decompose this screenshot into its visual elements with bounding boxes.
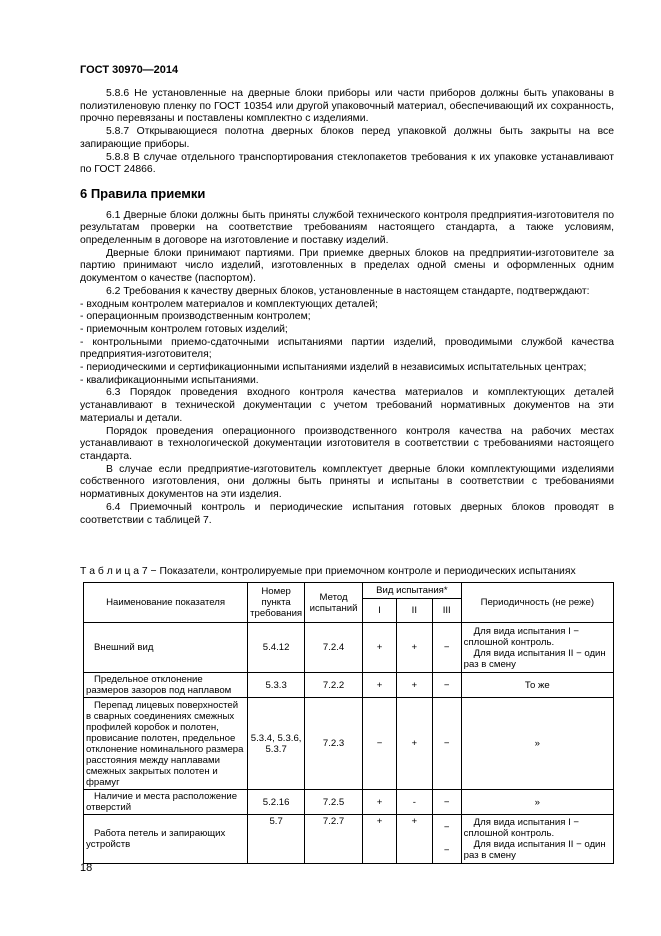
list-item: - входным контролем материалов и комплектующих деталей; (80, 298, 378, 310)
cell-t3: − (432, 698, 461, 790)
cell-clause: 5.3.3 (248, 673, 305, 698)
cell-period: » (461, 698, 613, 790)
table-caption: Т а б л и ц а 7 − Показатели, контролируемые при приемочном контроле и периодических испытаниях (80, 566, 576, 577)
cell-name: Внешний вид (94, 642, 154, 653)
header-test-type: Вид испытания* (363, 583, 462, 599)
paragraph: 5.8.8 В случае отдельного транспортирования стеклопакетов требования к их упаковке устанавливают по ГОСТ 24866. (80, 151, 614, 176)
list-item: - операционным производственным контролем; (80, 311, 311, 323)
paragraph: 6.2 Требования к качеству дверных блоков, установленные в настоящем стандарте, подтверждают: (106, 285, 590, 297)
header-name: Наименование показателя (84, 583, 248, 623)
list-item: - периодическими и сертификационными испытаниями изделий в независимых испытательных центрах; (80, 362, 587, 374)
paragraph: 6.4 Приемочный контроль и периодические испытания готовых дверных блоков проводят в соответствии с таблицей 7. (80, 501, 614, 526)
paragraph: 6.1 Дверные блоки должны быть приняты службой технического контроля предприятия-изготовителя по результатам проверки на соответствие требованиям настоящего стандарта, а также условиям, определенным в договоре на изготовление и поставку изделий. (80, 209, 614, 247)
table-row (84, 623, 614, 673)
paragraph: 5.8.6 Не установленные на дверные блоки приборы или части приборов должны быть упакованы в полиэтиленовую пленку по ГОСТ 10354 или другой упаковочный материал, обеспечивающий их сохранность, прочно перевязаны и поставлены комплектно с изделиями. (80, 88, 614, 125)
list-item: - квалификационными испытаниями. (80, 374, 259, 386)
list-item: - приемочным контролем готовых изделий; (80, 323, 288, 335)
list-item: - контрольными приемо-сдаточными испытаниями партии изделий, проводимыми службой качества предприятия-изготовителя; (80, 336, 614, 361)
cell-period: Для вида испытания I − сплошной контроль. (463, 625, 580, 648)
cell-period: Для вида испытания I − сплошной контроль. (463, 817, 580, 839)
section-title: 6 Правила приемки (80, 185, 206, 201)
table-row (84, 698, 614, 790)
cell-name: Работа петель и запирающих устройств (84, 815, 248, 864)
cell-name: Перепад лицевых поверхностей в сварных соединениях смежных профилей коробок и полотен, провисание полотен, предельное отклонение номинального размера расстояния между наплавами смежных закрытых полотен и фрамуг (84, 698, 248, 790)
table-row (84, 815, 614, 864)
document-header: ГОСТ 30970—2014 (80, 64, 179, 76)
cell-clause: 5.7 (248, 815, 305, 864)
cell-t3: − (432, 623, 461, 673)
table-7 (83, 582, 614, 864)
paragraph: В случае если предприятие-изготовитель комплектует дверные блоки комплектующими изделиями собственного изготовления, они должны быть приняты и испытаны в соответствии с требованиями нормативных документов на эти изделия. (80, 463, 614, 501)
paragraph: Порядок проведения операционного производственного контроля качества на рабочих местах устанавливают в технологической документации изготовителя в соответствии с требованиями настоящего стандарта. (80, 425, 614, 462)
cell-t2: + (396, 698, 432, 790)
cell-t3: − (432, 673, 461, 698)
cell-clause: 5.2.16 (248, 790, 305, 815)
cell-t2: + (396, 673, 432, 698)
cell-t1: + (363, 815, 397, 864)
table-row (84, 790, 614, 815)
cell-t3: − (443, 822, 450, 833)
cell-clause: 5.3.4, 5.3.6, 5.3.7 (248, 698, 305, 790)
page-number: 18 (80, 862, 93, 874)
cell-method: 7.2.5 (305, 790, 363, 815)
cell-t1: + (363, 790, 397, 815)
header-clause: Номер пункта требования (248, 583, 305, 623)
cell-period: То же (461, 673, 613, 698)
paragraph: 5.8.7 Открывающиеся полотна дверных блоков перед упаковкой должны быть закрыты на все запирающие приборы. (80, 126, 614, 150)
header-period: Периодичность (не реже) (461, 583, 613, 623)
cell-name: Предельное отклонение размеров зазоров под наплавом (84, 673, 248, 698)
cell-period: Для вида испытания II − один раз в смену (463, 647, 606, 670)
cell-t1: + (363, 623, 397, 673)
paragraph: 6.3 Порядок проведения входного контроля качества материалов и комплектующих деталей устанавливают в технической документации с учетом требований нормативных документов на эти материалы и детали. (80, 387, 614, 424)
cell-method: 7.2.2 (305, 673, 363, 698)
cell-period: Для вида испытания II − один раз в смену (463, 839, 606, 861)
header-t2: II (396, 599, 432, 623)
cell-method: 7.2.7 (305, 815, 363, 864)
header-t3: III (432, 599, 461, 623)
cell-period: » (461, 790, 613, 815)
cell-clause: 5.4.12 (248, 623, 305, 673)
header-method: Метод испытаний (305, 583, 363, 623)
cell-t2: + (396, 623, 432, 673)
cell-t1: + (363, 673, 397, 698)
document-body (80, 88, 614, 527)
paragraph: Дверные блоки принимают партиями. При приемке дверных блоков на предприятии-изготовителе за партию принимают число изделий, изготовленных в пределах одной смены и оформленных одним документом о качестве (паспортом). (80, 247, 614, 285)
cell-t2: + (396, 815, 432, 864)
cell-t3: − (432, 790, 461, 815)
cell-method: 7.2.4 (305, 623, 363, 673)
table-row (84, 673, 614, 698)
cell-method: 7.2.3 (305, 698, 363, 790)
cell-t1: − (363, 698, 397, 790)
header-t1: I (363, 599, 397, 623)
cell-t3: − (443, 845, 450, 856)
cell-name: Наличие и места расположение отверстий (84, 790, 248, 815)
cell-t2: - (396, 790, 432, 815)
